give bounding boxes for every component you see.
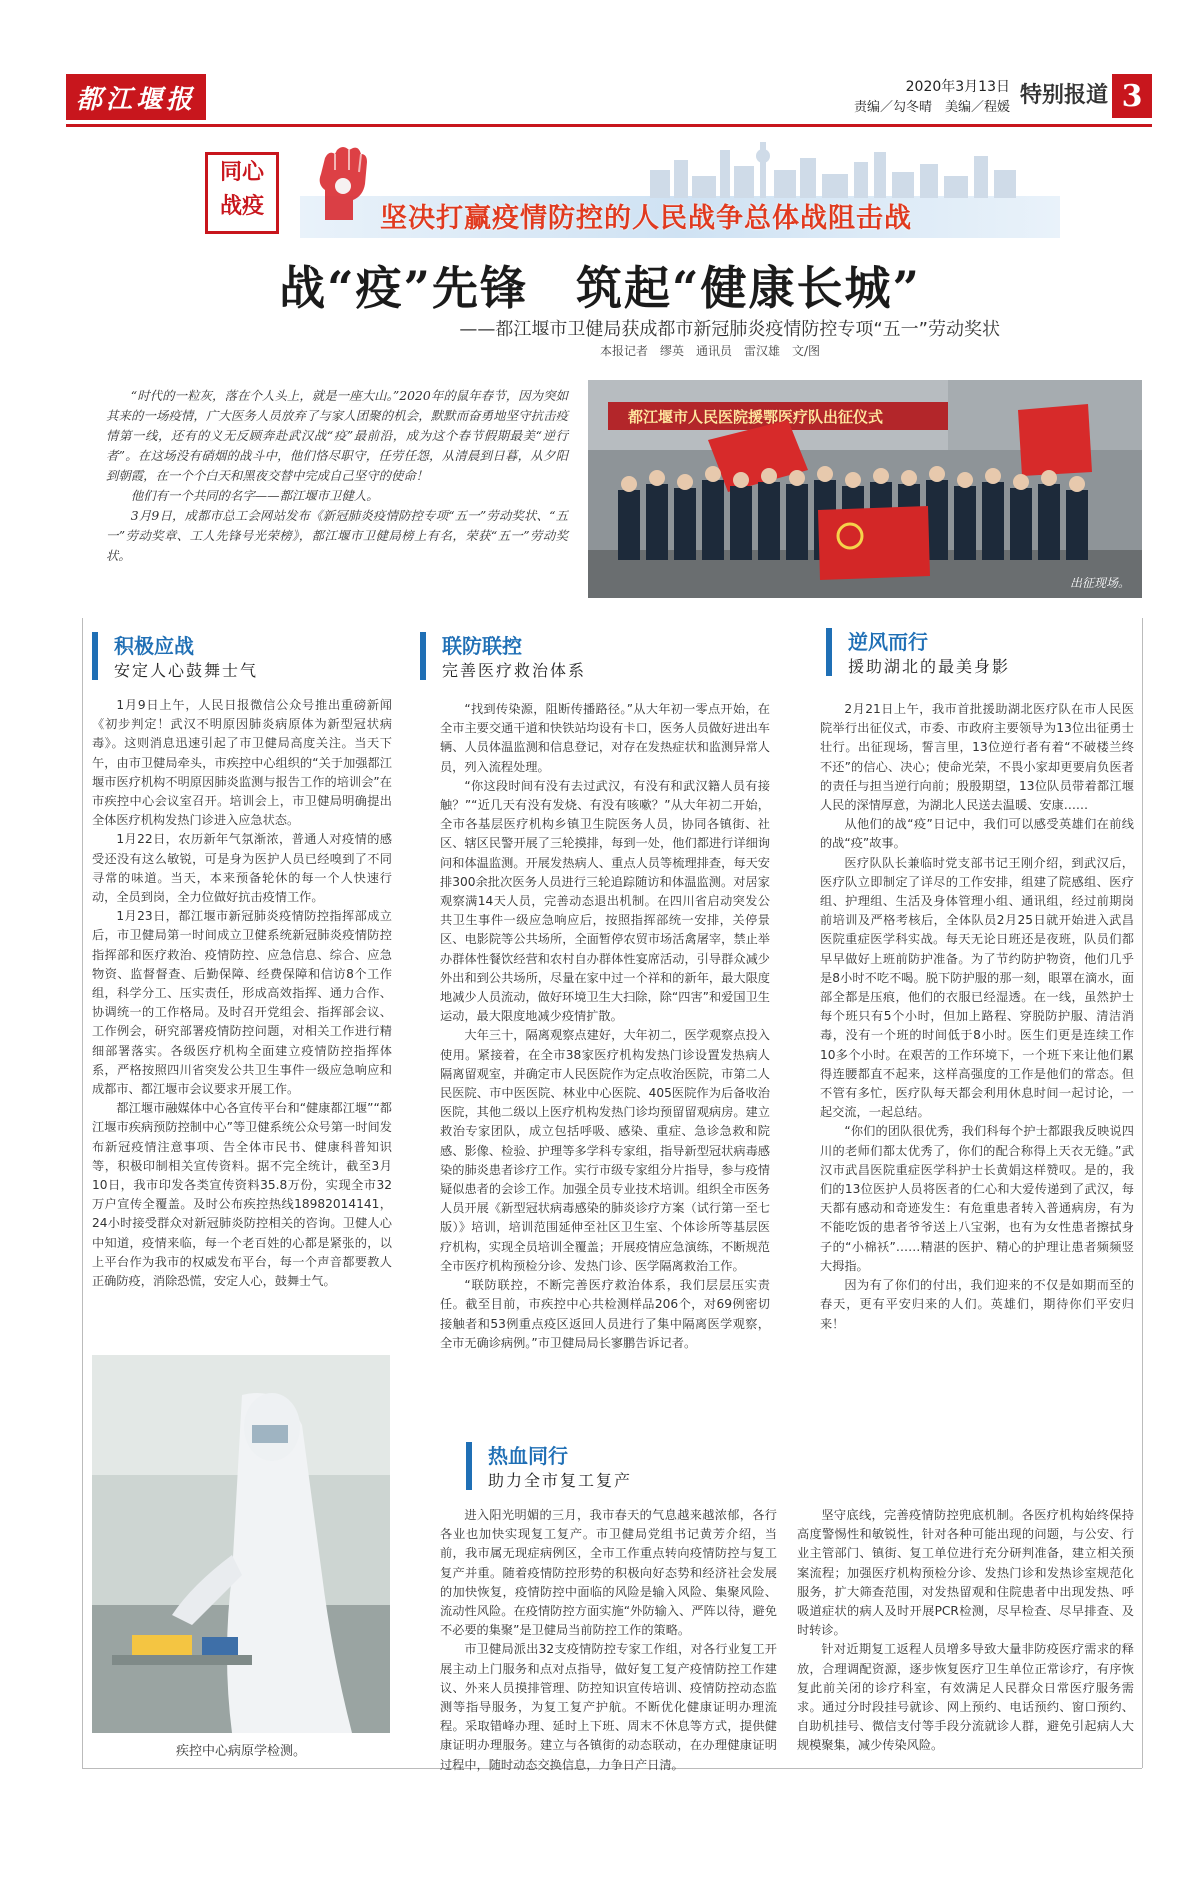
body-paragraph: “找到传染源，阻断传播路径。”从大年初一零点开始，在全市主要交通干道和快铁站均设有卡口，医务人员做好进出车辆、人员体温监测和信息登记，对存在发热症状和监测异常人员，列入流程处理。 xyxy=(440,702,770,774)
section-marker xyxy=(466,1442,472,1490)
section-body xyxy=(440,1506,1134,1775)
body-paragraph: 针对近期复工返程人员增多导致大量非防疫医疗需求的释放，合理调配资源，逐步恢复医疗卫生单位正常诊疗，有序恢复此前关闭的诊疗科室，有效满足人民群众日常医疗服务需求。通过分时段挂号就诊、网上预约、电话预约、窗口预约、自助机挂号、微信支付等手段分流就诊人群，避免引起病人大规模聚集，减少传染风险。 xyxy=(797,1642,1134,1753)
section-marker xyxy=(420,632,426,680)
badge-line-2: 战疫 xyxy=(219,193,264,219)
section-title: 联防联控 xyxy=(442,634,522,658)
section-title: 积极应战 xyxy=(114,634,194,658)
body-paragraph: 进入阳光明媚的三月，我市春天的气息越来越浓郁，各行各业也加快实现复工复产。市卫健局党组书记黄芳介绍，当前，我市属无现症病例区，全市工作重点转向疫情防控与复工复产并重。随着疫情防控形势的积极向好态势和经济社会发展的加快恢复，疫情防控中面临的风险是输入风险、集聚风险、流动性风险。在疫情防控方面实施“外防输入、严阵以待，避免不必要的集聚”是卫健局当前防控工作的策略。 xyxy=(440,1508,777,1638)
body-paragraph: 从他们的战“疫”日记中，我们可以感受英雄们在前线的战“疫”故事。 xyxy=(820,817,1134,851)
section-body xyxy=(440,700,770,1353)
page-number: 3 xyxy=(1112,74,1152,118)
raised-fist-icon xyxy=(295,140,385,230)
section-name: 特别报道 xyxy=(1020,82,1109,108)
section-subtitle: 安定人心鼓舞士气 xyxy=(114,661,259,680)
editor-credits: 责编／勾冬晴 美编／程媛 xyxy=(853,100,1010,115)
newspaper-logo: 都江堰报 xyxy=(66,74,206,120)
section-subtitle: 完善医疗救治体系 xyxy=(442,661,587,680)
section-marker xyxy=(826,628,832,676)
section-subtitle: 助力全市复工复产 xyxy=(488,1471,633,1490)
medical-team-group-photo xyxy=(588,380,1142,598)
banner-slogan: 坚决打赢疫情防控的人民战争总体战阻击战 xyxy=(380,203,912,234)
section-title: 热血同行 xyxy=(488,1444,568,1468)
photo-banner-text: 都江堰市人民医院援鄂医疗队出征仪式 xyxy=(628,408,884,426)
article-headline: 战“疫”先锋 筑起“健康长城” xyxy=(279,261,921,315)
frame-border xyxy=(82,618,83,1768)
body-paragraph: 1月9日上午，人民日报微信公众号推出重磅新闻《初步判定！武汉不明原因肺炎病原体为新型冠状病毒》。这则消息迅速引起了市卫健局高度关注。当天下午，由市卫健局牵头，市疾控中心组织的“关于加强都江堰市医疗机构不明原因肺炎监测与报告工作的培训会”在市疾控中心会议室召开。培训会上，市卫健局明确提出全体医疗机构发热门诊进入应急状态。 xyxy=(92,698,392,828)
body-paragraph: 因为有了你们的付出，我们迎来的不仅是如期而至的春天，更有平安归来的人们。英雄们，期待你们平安归来！ xyxy=(820,1278,1134,1331)
photo-caption: 出征现场。 xyxy=(1069,576,1130,590)
section-body xyxy=(92,696,392,1291)
body-paragraph: 1月22日，农历新年气氛渐浓，普通人对疫情的感受还没有这么敏锐，可是身为医护人员已经嗅到了不同寻常的味道。当天，本来预备轮休的每一个人快速行动，全员到岗，全力位做好抗击疫情工作。 xyxy=(92,832,392,905)
body-paragraph: 坚守底线，完善疫情防控兜底机制。各医疗机构始终保持高度警惕性和敏锐性，针对各种可能出现的问题，与公安、行业主管部门、镇街、复工单位进行充分研判准备，建立相关预案流程；加强医疗机构预检分诊、发热门诊和发热诊室规范化服务，扩大筛查范围，对发热留观和住院患者中出现发热、呼吸道症状的病人及时开展PCR检测，尽早检查、尽早排查、及时转诊。 xyxy=(797,1508,1134,1638)
intro-paragraph: 他们有一个共同的名字——都江堰市卫健人。 xyxy=(130,488,379,503)
badge-line-1: 同心 xyxy=(219,159,264,185)
body-paragraph: 都江堰市融媒体中心各宣传平台和“健康都江堰”“都江堰市疾病预防控制中心”等卫健系统公众号第一时间发布新冠疫情注意事项、告全体市民书、健康科普知识等，积极印制相关宣传资料。据不完全统计，截至3月10日，我市印发各类宣传资料35.8万份，实现全市32万户宣传全覆盖。及时公布疾控热线18982014141，24小时接受群众对新冠肺炎防控相关的咨询。卫健人心中知道，疫情来临，每一个老百姓的心都是紧张的，以上平台作为我市的权威发布平台，每一个声音都要教人正确防疫，消除恐慌，安定人心，鼓舞士气。 xyxy=(92,1101,392,1289)
frame-border xyxy=(1142,618,1143,1768)
article-byline: 本报记者 缪英 通讯员 雷汉雄 文/图 xyxy=(599,344,820,358)
city-skyline-illustration xyxy=(640,140,1040,198)
issue-date: 2020年3月13日 xyxy=(905,79,1010,95)
article-intro xyxy=(106,386,568,566)
body-paragraph: 医疗队队长兼临时党支部书记王刚介绍，到武汉后，医疗队立即制定了详尽的工作安排，组建了院感组、医疗组、护理组、生活及身体管理小组、通讯组，经过前期岗前培训及严格考核后，全体队员2月25日就开始进入武昌医院重症医学科实战。每天无论日班还是夜班，队员们都早早做好上班前防护准备。为了节约防护物资，他们几乎是8小时不吃不喝。脱下防护服的那一刻，眼罩在滴水，面部全都是压痕，他们的衣服已经湿透。在一线，虽然护士每个班只有5个小时，但加上路程、穿脱防护服、清洁消毒，没有一个班的时间低于8小时。医生们更是连续工作10多个小时。在艰苦的工作环境下，一个班下来让他们累得连腰都直不起来，这样高强度的工作是他们的常态。但不管有多忙，医疗队每天都会利用休息时间一起讨论，一起交流，一起总结。 xyxy=(820,855,1134,1120)
photo-caption: 疾控中心病原学检测。 xyxy=(175,1744,306,1759)
body-paragraph: 2月21日上午，我市首批援助湖北医疗队在市人民医院举行出征仪式，市委、市政府主要领导为13位出征勇士壮行。出征现场，誓言里，13位逆行者有着“不破楼兰终不还”的信心、决心；使命光荣，不畏小家却更要肩负医者的责任与担当逆行向前；殷殷期望，13位队员带着都江堰人民的深情厚意，为湖北人民送去温暖、安康…… xyxy=(820,702,1134,813)
body-paragraph: “联防联控，不断完善医疗救治体系，我们层层压实责任。截至目前，市疾控中心共检测样品206个，对69例密切接触者和53例重点疫区返回人员进行了集中隔离医学观察，全市无确诊病例。”市卫健局局长寥鹏告诉记者。 xyxy=(440,1278,770,1350)
body-paragraph: 大年三十，隔离观察点建好，大年初二，医学观察点投入使用。紧接着，在全市38家医疗机构发热门诊设置发热病人隔离留观室，并确定市人民医院作为定点收治医院，市第二人民医院、市中医医院、林业中心医院、405医院作为后备收治医院，其他二级以上医疗机构发热门诊均预留留观病房。建立救治专家团队，成立包括呼吸、感染、重症、急诊急救和院感、影像、检验、护理等多学科专家组，指导新型冠状病毒感染的肺炎患者诊疗工作。实行市级专家组分片指导，参与疫情疑似患者的会诊工作。加强全员专业技术培训。组织全市医务人员开展《新型冠状病毒感染的肺炎诊疗方案（试行第一至七版）》培训，培训范围延伸至社区卫生室、个体诊所等基层医疗机构，实现全员培训全覆盖；开展疫情应急演练，不断规范全市医疗机构预检分诊、发热门诊、医学隔离救治工作。 xyxy=(440,1028,770,1273)
body-paragraph: 市卫健局派出32支疫情防控专家工作组，对各行业复工开展主动上门服务和点对点指导，做好复工复产疫情防控工作建议、外来人员摸排管理、防控知识宣传培训、疫情防控动态监测等指导服务，为复工复产护航。不断优化健康证明办理流程。采取错峰办理、延时上下班、周末不休息等方式，提供健康证明办理服务。建立与各镇街的动态联动，在办理健康证明过程中，随时动态交换信息，力争日产日清。 xyxy=(440,1642,777,1772)
section-subtitle: 援助湖北的最美身影 xyxy=(848,657,1011,676)
section-title: 逆风而行 xyxy=(848,630,928,654)
section-body xyxy=(820,700,1134,1334)
article-subheadline: ——都江堰市卫健局获成都市新冠肺炎疫情防控专项“五一”劳动奖状 xyxy=(459,319,1000,340)
body-paragraph: “你这段时间有没有去过武汉，有没有和武汉籍人员有接触？”“近几天有没有发烧、有没有咳嗽？”从大年初二开始，全市各基层医疗机构乡镇卫生院医务人员，协同各镇街、社区、辖区民警开展了三轮摸排，每到一处，他们都进行详细询问和体温监测。开展发热病人、重点人员等梳理排查，每天安排300余批次医务人员进行三轮追踪随访和体温监测。对居家观察满14天人员，完善动态退出机制。在四川省启动突发公共卫生事件一级应急响应后，按照指挥部统一安排，关停景区、电影院等公共场所，全面暂停农贸市场活禽屠宰，禁止举办群体性餐饮经营和农村自办群体性宴席活动，引导群众减少外出和到公共场所，尽量在家中过一个祥和的新年，最大限度地减少人员流动，做好环境卫生大扫除，除“四害”和爱国卫生运动，最大限度地减少疫情扩散。 xyxy=(440,778,770,1024)
intro-paragraph: 3月9日，成都市总工会网站发布《新冠肺炎疫情防控专项“五一”劳动奖状、“五一”劳动奖章、工人先锋号光荣榜》，都江堰市卫健局榜上有名，荣获“五一”劳动奖状。 xyxy=(106,508,568,563)
intro-paragraph: “时代的一粒灰，落在个人头上，就是一座大山。”2020年的鼠年春节，因为突如其来的一场疫情，广大医务人员放弃了与家人团聚的机会，默默而奋勇地坚守抗击疫情第一线，还有的义无反顾奔赴武汉战“疫”最前沿，成为这个春节假期最美“逆行者”。在这场没有硝烟的战斗中，他们恪尽职守，任劳任怨，从清晨到日暮，从夕阳到朝霞，在一个个白天和黑夜交替中完成自己坚守的使命！ xyxy=(106,388,568,483)
topic-badge xyxy=(205,152,279,234)
body-paragraph: “你们的团队很优秀，我们科每个护士都跟我反映说四川的老师们都太优秀了，你们的配合称得上天衣无缝。”武汉市武昌医院重症医学科护士长黄娟这样赞叹。是的，我们的13位医护人员将医者的仁心和大爱传递到了武汉，每天都有感动和奇迹发生：有危重患者转入普通病房，有为不能吃饭的患者爷爷送上八宝粥，也有为女性患者擦拭身子的“小棉袄”……精湛的医护、精心的护理让患者频频竖大拇指。 xyxy=(820,1124,1134,1273)
lab-testing-photo xyxy=(92,1355,390,1733)
body-paragraph: 1月23日，都江堰市新冠肺炎疫情防控指挥部成立后，市卫健局第一时间成立卫健系统新冠肺炎疫情防控指挥部和医疗救治、疫情防控、应急信息、综合、应急物资、监督督查、后勤保障、经费保障和信访8个工作组，科学分工、压实责任，形成高效指挥、通力合作、协调统一的工作格局。及时召开党组会、指挥部会议、工作例会，研究部署疫情防控问题，对相关工作进行精细部署落实。各级医疗机构全面建立疫情防控指挥体系，严格按照四川省突发公共卫生事件一级应急响应和成都市、都江堰市会议要求开展工作。 xyxy=(92,909,392,1097)
masthead-rule xyxy=(66,124,1152,127)
section-marker xyxy=(92,632,98,680)
